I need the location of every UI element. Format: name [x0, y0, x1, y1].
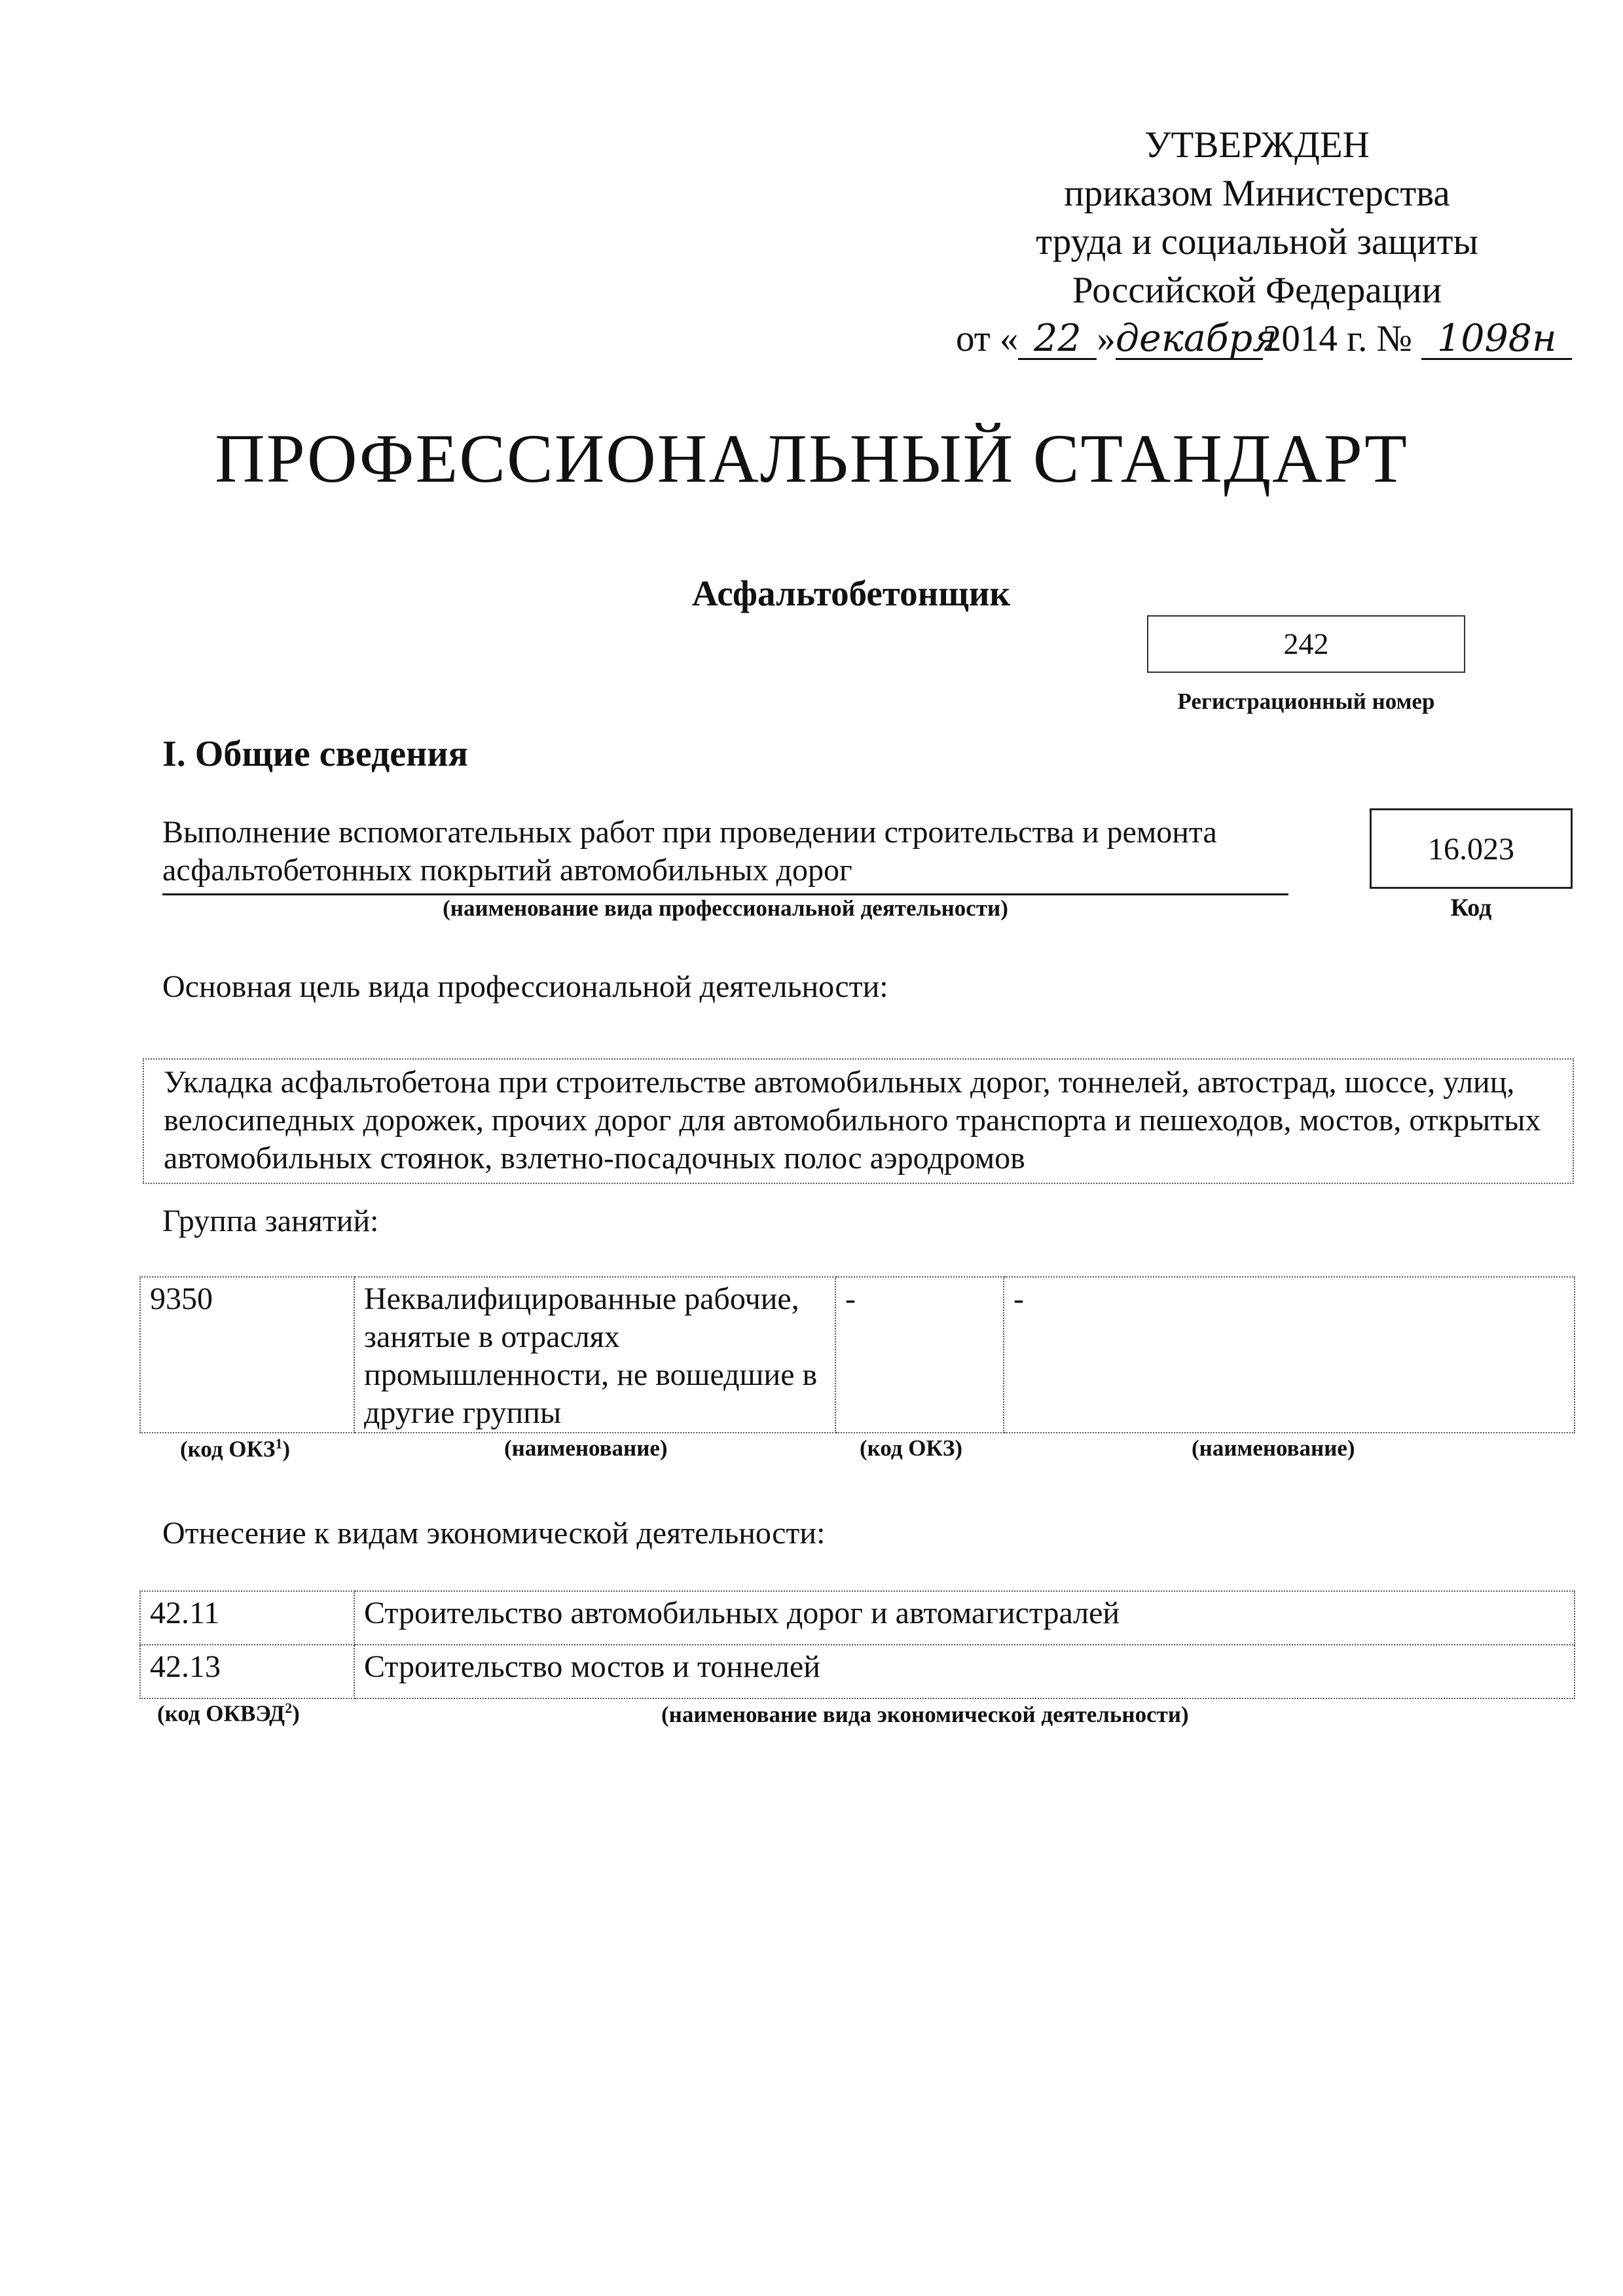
- okz-code-cell: 9350: [140, 1277, 354, 1433]
- approval-line-2: труда и социальной защиты: [1036, 221, 1478, 262]
- occupation-table: [139, 1276, 1575, 1433]
- goal-text: Укладка асфальтобетона при строительстве автомобильных дорог, тоннелей, автострад, шоссе, улиц, велосипедных дорожек, прочих дорог для автомобильного транспорта и пешеходов, мостов, открытых автомобильных стоянок, взлетно-посадочных полос аэродромов: [164, 1065, 1541, 1175]
- okved-code-cell: 42.11: [140, 1591, 354, 1645]
- okz-name-caption-2: (наименование): [1192, 1435, 1355, 1461]
- economic-label: Отнесение к видам экономической деятельности:: [162, 1516, 826, 1551]
- date-quote-close: »: [1097, 318, 1116, 359]
- activity-code-caption: Код: [1450, 894, 1492, 922]
- activity-name-caption: (наименование вида профессиональной деятельности): [443, 895, 1008, 921]
- okved-code-cell: 42.13: [140, 1645, 354, 1698]
- footnote-marker-1: 1: [275, 1435, 283, 1452]
- profession-name: Асфальтобетонщик: [691, 573, 1011, 613]
- occupation-label: Группа занятий:: [162, 1204, 379, 1238]
- registration-number-box: 242: [1147, 615, 1465, 673]
- approval-status: УТВЕРЖДЕН: [1144, 124, 1370, 166]
- table-row: [140, 1645, 1575, 1698]
- okz-code-caption-2: (код ОКЗ): [860, 1435, 963, 1461]
- activity-code-box: 16.023: [1370, 808, 1573, 889]
- handwritten-month: декабря: [1115, 317, 1277, 360]
- date-year: 2014 г. №: [1262, 318, 1413, 359]
- okz-name-caption: (наименование): [504, 1435, 668, 1461]
- okved-name-cell: Строительство мостов и тоннелей: [354, 1645, 1575, 1698]
- goal-text-box: [143, 1058, 1574, 1184]
- handwritten-day: 22: [1018, 319, 1097, 360]
- goal-label: Основная цель вида профессиональной деятельности:: [162, 969, 888, 1004]
- registration-number-caption: Регистрационный номер: [1177, 689, 1435, 714]
- section-heading: I. Общие сведения: [162, 734, 468, 774]
- okz-name-cell-2: -: [1004, 1277, 1575, 1433]
- table-row: [140, 1591, 1575, 1645]
- document-title: ПРОФЕССИОНАЛЬНЫЙ СТАНДАРТ: [215, 420, 1408, 497]
- okved-code-caption: (код ОКВЭД$^2$): [157, 1700, 300, 1727]
- approval-line-3: Российской Федерации: [1072, 270, 1442, 311]
- date-prefix: от «: [956, 318, 1019, 359]
- table-row: [140, 1277, 1575, 1433]
- economic-table: [139, 1590, 1575, 1699]
- footnote-marker-2: 2: [285, 1700, 293, 1716]
- okz-name-cell: Неквалифицированные рабочие, занятые в отраслях промышленности, не вошедшие в другие группы: [354, 1277, 835, 1433]
- approval-date-line: [956, 315, 1558, 363]
- handwritten-order-number: 1098н: [1421, 319, 1572, 360]
- okz-code-cell-2: -: [835, 1277, 1004, 1433]
- okz-code-caption: (код ОКЗ$^1$): [180, 1435, 291, 1462]
- approval-line-1: приказом Министерства: [1064, 173, 1450, 214]
- okved-name-caption: (наименование вида экономической деятельности): [661, 1702, 1189, 1727]
- activity-name: Выполнение вспомогательных работ при проведении строительства и ремонта асфальтобетонных покрытий автомобильных дорог: [162, 814, 1288, 895]
- okved-name-cell: Строительство автомобильных дорог и автомагистралей: [354, 1591, 1575, 1645]
- approval-block: [956, 121, 1558, 363]
